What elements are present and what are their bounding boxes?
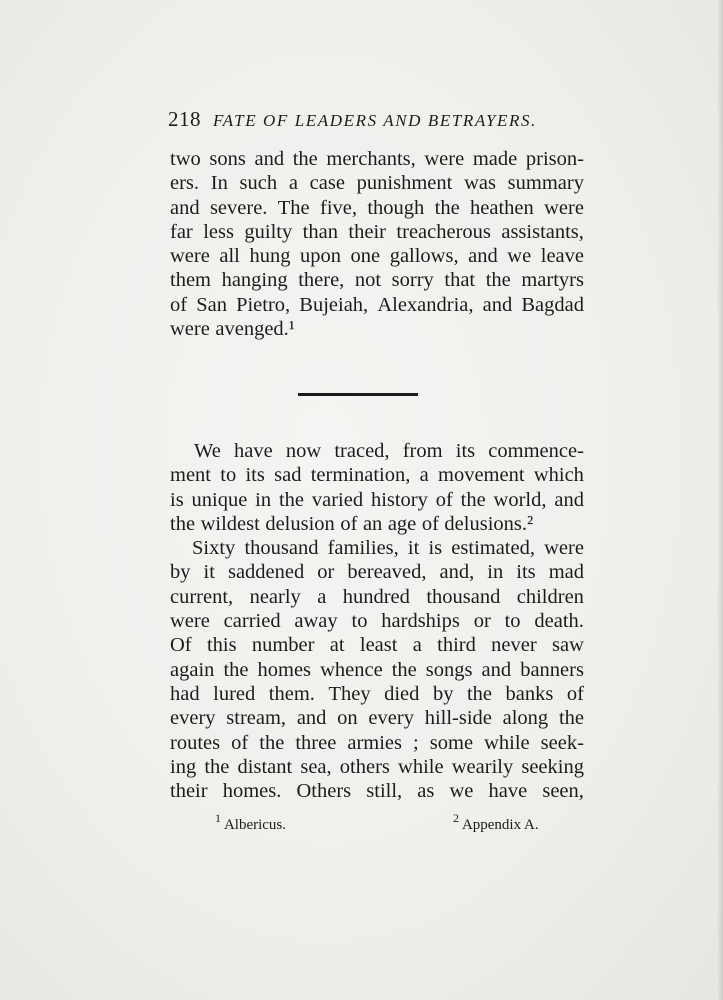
word: their <box>348 220 386 243</box>
footnote-1-marker: 1 <box>215 811 221 825</box>
word: hung <box>249 245 291 268</box>
word: were <box>170 318 210 341</box>
word: its <box>455 440 476 462</box>
word: ers. <box>170 172 200 195</box>
word: bereaved, <box>347 561 427 584</box>
word: along <box>502 707 549 730</box>
page-number: 218 <box>168 107 201 131</box>
word: though <box>367 196 425 219</box>
word: we <box>449 780 474 803</box>
word: have <box>488 780 528 803</box>
word: current, <box>170 585 234 608</box>
word: seek- <box>540 731 584 754</box>
word: away <box>294 610 338 633</box>
word: banks <box>505 682 554 705</box>
word: the <box>558 707 584 730</box>
text-line <box>170 682 584 706</box>
word: seen, <box>542 780 584 803</box>
word: its <box>245 464 265 487</box>
text-line <box>170 536 584 560</box>
word: every <box>368 707 414 730</box>
text-line <box>170 171 584 195</box>
word: San <box>196 293 227 316</box>
text-line <box>170 560 584 584</box>
word: hanging <box>221 269 288 292</box>
word: mad <box>548 561 584 584</box>
footnote-2-marker: 2 <box>453 811 459 825</box>
word: summary <box>507 172 584 195</box>
word: traced, <box>334 440 390 462</box>
word: to <box>351 610 368 633</box>
word: hardships <box>381 610 460 633</box>
word: In <box>210 172 228 195</box>
text-line <box>170 633 584 657</box>
word: this <box>206 634 237 657</box>
word: of <box>340 512 358 535</box>
word: delusions.² <box>444 512 534 535</box>
word: wearily <box>451 755 514 778</box>
text-line <box>170 585 584 609</box>
word: and <box>296 707 327 730</box>
word: Pietro, <box>236 293 291 316</box>
word: We <box>194 440 221 462</box>
word: families, <box>327 537 399 560</box>
word: was <box>464 172 496 195</box>
word: ment <box>170 464 211 487</box>
word: ing <box>170 755 197 778</box>
footnote-1-text: Albericus. <box>223 817 287 833</box>
word: the <box>466 682 493 705</box>
word: were <box>170 245 210 268</box>
word: now <box>285 440 322 462</box>
word: unique <box>191 488 248 511</box>
text-line <box>170 244 584 268</box>
page-header <box>168 107 558 135</box>
word: movement <box>438 464 525 487</box>
paragraphs-2-3 <box>170 439 584 803</box>
text-line <box>170 731 584 755</box>
word: by <box>170 561 191 584</box>
word: every <box>170 707 216 730</box>
word: history <box>370 488 428 511</box>
word: case <box>309 172 345 195</box>
word: termination, <box>310 464 411 487</box>
word: nearly <box>249 585 301 608</box>
paragraph-1 <box>170 147 584 341</box>
word: while <box>398 755 444 778</box>
text-line <box>170 196 584 220</box>
word: from <box>402 440 443 462</box>
word: the <box>278 488 305 511</box>
word: treacherous <box>396 220 491 243</box>
word: there, <box>298 269 345 292</box>
word: leave <box>540 245 584 268</box>
word: hundred <box>342 585 410 608</box>
word: such <box>239 172 278 195</box>
text-line <box>170 658 584 682</box>
word: or <box>473 610 491 633</box>
word: saw <box>552 634 584 657</box>
word: They <box>328 682 371 705</box>
word: others <box>339 755 390 778</box>
text-line <box>170 706 584 730</box>
word: their <box>170 780 208 803</box>
word: assistants, <box>501 220 584 243</box>
word: less <box>203 220 234 243</box>
word: and <box>170 196 200 219</box>
word: to <box>220 464 237 487</box>
word: estimated, <box>451 537 535 560</box>
footnote-2 <box>453 811 539 834</box>
text-line <box>170 512 584 536</box>
word: were <box>424 148 465 170</box>
word: carried <box>223 610 281 633</box>
word: again <box>170 658 215 681</box>
word: and <box>481 658 512 681</box>
word: were <box>544 196 584 219</box>
word: two <box>170 148 201 170</box>
word: of <box>421 512 439 535</box>
word: by <box>432 682 454 705</box>
word: martyrs <box>521 269 584 292</box>
word: to <box>504 610 521 633</box>
word: sons <box>209 148 246 170</box>
text-line <box>170 220 584 244</box>
word: and <box>254 148 285 170</box>
word: on <box>337 707 358 730</box>
word: severe. <box>209 196 268 219</box>
word: Bujeiah, <box>299 293 369 316</box>
word: varied <box>311 488 364 511</box>
word: died <box>384 682 420 705</box>
word: we <box>507 245 532 268</box>
word: which <box>533 464 584 487</box>
word: whence <box>320 658 383 681</box>
word: had <box>170 682 200 705</box>
word: at <box>329 634 345 657</box>
word: have <box>233 440 273 462</box>
word: stream, <box>226 707 287 730</box>
word: than <box>302 220 338 243</box>
word: Sixty <box>192 537 236 560</box>
word: never <box>491 634 537 657</box>
word: its <box>516 561 536 584</box>
word: and <box>554 488 584 511</box>
word: the <box>204 755 230 778</box>
word: homes <box>257 658 312 681</box>
word: is <box>428 537 443 560</box>
word: still, <box>366 780 403 803</box>
word: The <box>277 196 310 219</box>
word: it <box>407 537 420 560</box>
word: them. <box>268 682 315 705</box>
word: the <box>170 512 196 535</box>
word: armies <box>347 731 402 754</box>
text-line <box>170 488 584 512</box>
word: and, <box>439 561 475 584</box>
word: gallows, <box>389 245 459 268</box>
word: is <box>170 488 184 511</box>
word: not <box>354 269 382 292</box>
word: were <box>544 537 584 560</box>
word: world, <box>493 488 547 511</box>
word: them <box>170 269 211 292</box>
word: a <box>288 172 298 195</box>
word: it <box>203 561 215 584</box>
word: age <box>387 512 417 535</box>
footnotes <box>170 811 584 839</box>
word: third <box>437 634 476 657</box>
word: five, <box>320 196 357 219</box>
word: the <box>485 269 511 292</box>
word: sea, <box>300 755 332 778</box>
word: Of <box>170 634 192 657</box>
word: were <box>170 610 210 633</box>
word: ; <box>413 731 419 754</box>
footnote-2-text: Appendix A. <box>461 817 539 833</box>
word: homes. <box>222 780 282 803</box>
word: one <box>350 245 381 268</box>
word: songs <box>425 658 473 681</box>
word: and <box>468 245 498 268</box>
text-line <box>170 779 584 803</box>
word: prison- <box>525 148 584 170</box>
word: of <box>231 731 249 754</box>
word: while <box>484 731 530 754</box>
word: guilty <box>244 220 293 243</box>
word: saddened <box>227 561 305 584</box>
word: sad <box>274 464 302 487</box>
word: punishment <box>356 172 453 195</box>
word: sorry <box>391 269 434 292</box>
word: a <box>317 585 327 608</box>
word: the <box>391 658 417 681</box>
word: in <box>487 561 504 584</box>
text-line <box>170 293 584 317</box>
word: thousand <box>426 585 501 608</box>
word: wildest <box>200 512 260 535</box>
text-line <box>170 609 584 633</box>
word: Bagdad <box>521 293 584 316</box>
text-line <box>170 755 584 779</box>
word: far <box>170 220 193 243</box>
word: an <box>362 512 383 535</box>
word: or <box>317 561 335 584</box>
text-line <box>170 439 584 463</box>
word: some <box>429 731 474 754</box>
word: hill-side <box>424 707 492 730</box>
word: number <box>251 634 315 657</box>
word: and <box>482 293 513 316</box>
word: a <box>412 634 422 657</box>
word: lured <box>213 682 256 705</box>
word: least <box>359 634 398 657</box>
word: merchants, <box>326 148 416 170</box>
word: delusion <box>265 512 335 535</box>
word: the <box>223 658 249 681</box>
word: as <box>417 780 435 803</box>
word: banners <box>520 658 584 681</box>
word: commence- <box>488 440 584 462</box>
text-line <box>170 317 584 341</box>
word: of <box>566 682 584 705</box>
word: seeking <box>521 755 584 778</box>
word: the <box>434 196 460 219</box>
word: death. <box>534 610 584 633</box>
footnote-1 <box>215 811 287 834</box>
word: thousand <box>244 537 319 560</box>
word: routes <box>170 731 221 754</box>
word: distant <box>237 755 293 778</box>
word: made <box>472 148 518 170</box>
page-edge-shadow <box>717 0 723 1000</box>
word: Alexandria, <box>377 293 474 316</box>
word: of <box>435 488 453 511</box>
text-line <box>170 268 584 292</box>
word: upon <box>299 245 341 268</box>
word: all <box>219 245 240 268</box>
word: a <box>419 464 429 487</box>
word: three <box>295 731 337 754</box>
word: Others <box>296 780 352 803</box>
text-line <box>170 147 584 171</box>
word: children <box>516 585 584 608</box>
running-title: FATE OF LEADERS AND BETRAYERS. <box>213 111 537 130</box>
word: the <box>460 488 486 511</box>
word: avenged.¹ <box>215 318 295 341</box>
word: that <box>444 269 476 292</box>
word: in <box>255 488 272 511</box>
word: the <box>292 148 318 170</box>
word: heathen <box>470 196 534 219</box>
word: the <box>259 731 285 754</box>
section-divider <box>298 393 418 396</box>
word: of <box>170 293 188 316</box>
text-line <box>170 463 584 487</box>
